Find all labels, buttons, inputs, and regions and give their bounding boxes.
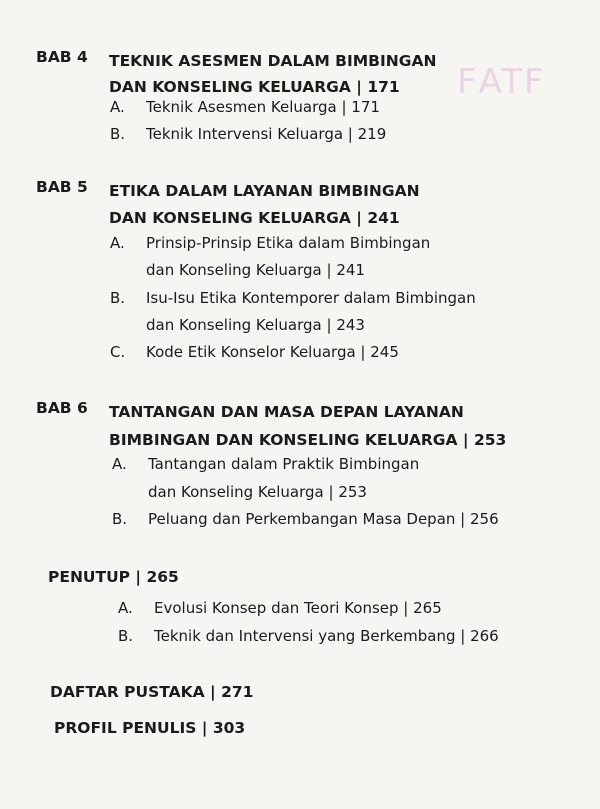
- chapter-title-line: DAN KONSELING KELUARGA | 171: [109, 78, 400, 96]
- entry-letter: A.: [110, 234, 125, 252]
- chapter-label: BAB 4: [36, 48, 88, 66]
- chapter-title-line: TANTANGAN DAN MASA DEPAN LAYANAN: [109, 403, 464, 421]
- entry-letter: C.: [110, 343, 126, 361]
- entry-letter: B.: [110, 289, 126, 307]
- penutup-heading: PENUTUP | 265: [48, 568, 179, 586]
- entry-letter: A.: [112, 455, 127, 473]
- entry-text: Evolusi Konsep dan Teori Konsep | 265: [154, 599, 442, 617]
- chapter-title-line: DAN KONSELING KELUARGA | 241: [109, 209, 400, 227]
- bleed-through-decoration: ꟻTAꟻ: [455, 62, 544, 102]
- entry-text: Kode Etik Konselor Keluarga | 245: [146, 343, 399, 361]
- entry-text: Teknik dan Intervensi yang Berkembang | 266: [154, 627, 499, 645]
- chapter-label: BAB 5: [36, 178, 88, 196]
- entry-letter: B.: [112, 510, 128, 528]
- entry-text: Teknik Asesmen Keluarga | 171: [146, 98, 380, 116]
- entry-letter: A.: [110, 98, 125, 116]
- chapter-label: BAB 6: [36, 399, 88, 417]
- entry-letter: B.: [110, 125, 126, 143]
- entry-letter: A.: [118, 599, 133, 617]
- entry-letter: B.: [118, 627, 134, 645]
- entry-text: Prinsip-Prinsip Etika dalam Bimbingan: [146, 234, 431, 252]
- entry-text: Isu-Isu Etika Kontemporer dalam Bimbingan: [146, 289, 476, 307]
- entry-text: Teknik Intervensi Keluarga | 219: [146, 125, 387, 143]
- entry-text: Tantangan dalam Praktik Bimbingan: [148, 455, 420, 473]
- chapter-title-line: TEKNIK ASESMEN DALAM BIMBINGAN: [109, 52, 437, 70]
- daftar-pustaka-heading: DAFTAR PUSTAKA | 271: [50, 683, 254, 701]
- chapter-title-line: BIMBINGAN DAN KONSELING KELUARGA | 253: [109, 431, 507, 449]
- entry-text: dan Konseling Keluarga | 253: [148, 483, 367, 501]
- entry-text: dan Konseling Keluarga | 241: [146, 261, 365, 279]
- profil-penulis-heading: PROFIL PENULIS | 303: [54, 719, 246, 737]
- entry-text: dan Konseling Keluarga | 243: [146, 316, 365, 334]
- entry-text: Peluang dan Perkembangan Masa Depan | 256: [148, 510, 499, 528]
- chapter-title-line: ETIKA DALAM LAYANAN BIMBINGAN: [109, 182, 420, 200]
